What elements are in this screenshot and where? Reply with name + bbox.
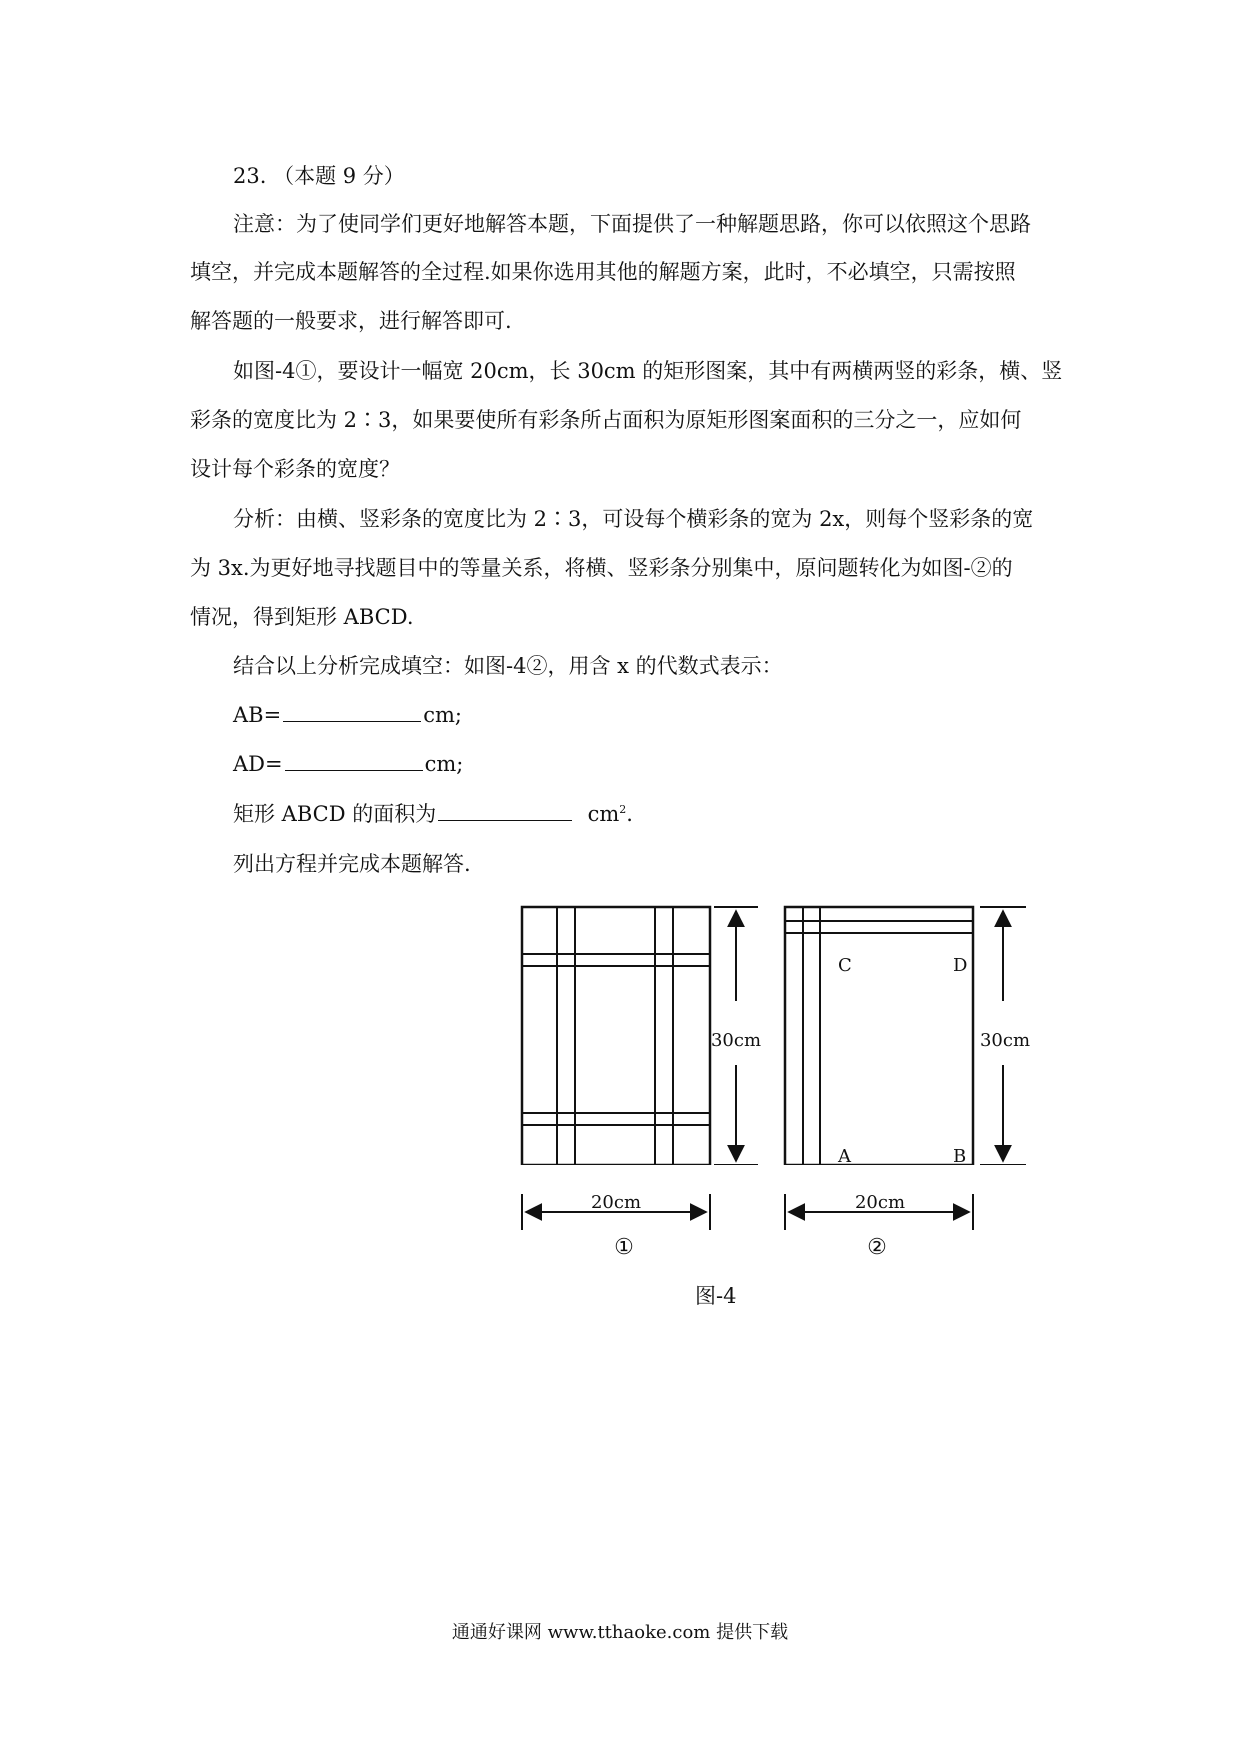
figure-1-height-label: 30cm: [710, 1030, 762, 1051]
ad-unit: cm;: [424, 752, 464, 776]
area-blank[interactable]: [438, 800, 572, 821]
ab-row: [233, 701, 462, 729]
point-b-label: B: [953, 1146, 967, 1165]
area-exponent: 2: [619, 803, 627, 816]
ad-blank[interactable]: [285, 750, 423, 771]
problem-header: 23. （本题 9 分）: [233, 164, 405, 188]
figure-2-width-label: 20cm: [854, 1192, 906, 1213]
figure-2: [785, 907, 973, 1165]
analysis-line-3: 情况，得到矩形 ABCD.: [190, 605, 414, 629]
area-unit: cm: [587, 802, 620, 826]
note-line-3: 解答题的一般要求，进行解答即可.: [190, 309, 512, 333]
footer: 通通好课网 www.tthaoke.com 提供下载: [451, 1622, 789, 1643]
ab-unit: cm;: [423, 703, 462, 727]
point-c-label: C: [838, 955, 852, 976]
figure-2-height-label: 30cm: [979, 1030, 1031, 1051]
point-a-label: A: [838, 1146, 851, 1165]
ab-blank[interactable]: [283, 701, 421, 722]
figure-2-outer-rect: [785, 907, 973, 1165]
note-line-2: 填空，并完成本题解答的全过程.如果你选用其他的解题方案，此时，不必填空，只需按照: [190, 260, 1016, 284]
ab-label: AB=: [233, 703, 282, 727]
figure-4-svg: [520, 905, 1040, 1165]
figure-caption: 图-4: [695, 1284, 737, 1308]
ad-label: AD=: [233, 752, 283, 776]
final-instruction: 列出方程并完成本题解答.: [233, 852, 471, 876]
figure-2-marker: ②: [867, 1235, 887, 1260]
width-dimensions: [520, 1190, 1040, 1280]
statement-line-2: 彩条的宽度比为 2∶3，如果要使所有彩条所占面积为原矩形图案面积的三分之一，应如何: [190, 408, 1022, 432]
statement-line-3: 设计每个彩条的宽度？: [190, 457, 400, 481]
figure-1-marker: ①: [614, 1235, 634, 1260]
area-end: .: [626, 802, 633, 826]
analysis-line-1: 分析：由横、竖彩条的宽度比为 2∶3，可设每个横彩条的宽为 2x，则每个竖彩条的宽: [233, 507, 1034, 531]
figure-1-width-label: 20cm: [590, 1192, 642, 1213]
ad-row: [233, 750, 463, 778]
area-row: [233, 800, 633, 828]
analysis-line-2: 为 3x.为更好地寻找题目中的等量关系，将横、竖彩条分别集中，原问题转化为如图-②的: [190, 556, 1013, 580]
figure-1-outer-rect: [522, 907, 710, 1165]
point-d-label: D: [953, 955, 968, 976]
statement-line-1: 如图-4①，要设计一幅宽 20cm，长 30cm 的矩形图案，其中有两横两竖的彩条，横、竖: [233, 359, 1063, 383]
fill-intro: 结合以上分析完成填空：如图-4②，用含 x 的代数式表示：: [233, 654, 783, 678]
figure-1: [522, 907, 710, 1165]
figure-4: [520, 905, 1040, 1165]
note-line-1: 注意：为了使同学们更好地解答本题，下面提供了一种解题思路，你可以依照这个思路: [233, 212, 1031, 236]
area-label: 矩形 ABCD 的面积为: [233, 802, 437, 826]
